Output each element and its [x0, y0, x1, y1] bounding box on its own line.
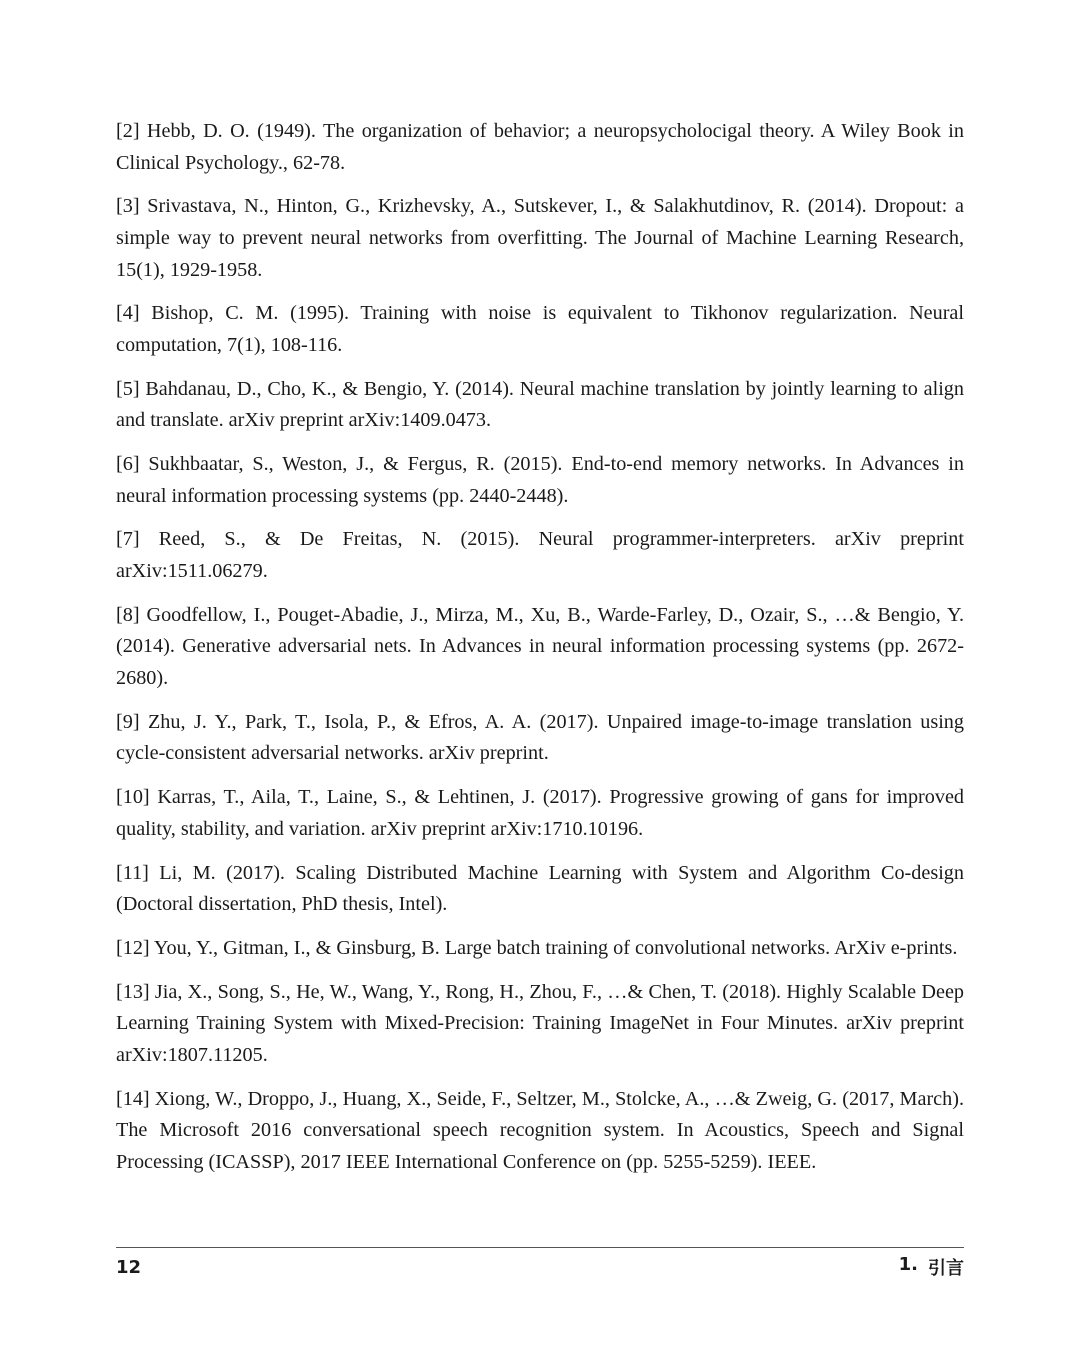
page-number: 12	[116, 1256, 142, 1278]
chapter-heading	[899, 1254, 964, 1280]
reference-item: [12] You, Y., Gitman, I., & Ginsburg, B. Large batch training of convolutional networks. ArXiv e-prints.	[116, 936, 958, 959]
reference-item: [10] Karras, T., Aila, T., Laine, S., & Lehtinen, J. (2017). Progressive growing of gans for improved quality, stability, and variation. arXiv preprint arXiv:1710.10196.	[116, 786, 964, 840]
reference-item: [7] Reed, S., & De Freitas, N. (2015). Neural programmer-interpreters. arXiv preprint arXiv:1511.06279.	[116, 528, 964, 583]
reference-item: [2] Hebb, D. O. (1949). The organization of behavior; a neuropsycholocigal theory. A Wiley Book in Clinical Psychology., 62-78.	[116, 120, 964, 174]
reference-item: [13] Jia, X., Song, S., He, W., Wang, Y., Rong, H., Zhou, F., …& Chen, T. (2018). Highly Scalable Deep Learning Training System with Mixed-Precision: Training ImageNet in Four Minutes. arXiv preprint arXiv:1807.11205.	[116, 980, 964, 1066]
reference-list	[116, 116, 964, 1191]
reference-item: [14] Xiong, W., Droppo, J., Huang, X., Seide, F., Seltzer, M., Stolcke, A., …& Zweig, G. (2017, March). The Microsoft 2016 conversational speech recognition system. In Acoustics, Speech and Signal Processing (ICASSP), 2017 IEEE International Conference on (pp. 5255-5259). IEEE.	[116, 1087, 964, 1173]
reference-item: [4] Bishop, C. M. (1995). Training with noise is equivalent to Tikhonov regularization. Neural computation, 7(1), 108-116.	[116, 302, 964, 356]
reference-item: [6] Sukhbaatar, S., Weston, J., & Fergus, R. (2015). End-to-end memory networks. In Advances in neural information processing systems (pp. 2440-2448).	[116, 453, 964, 507]
reference-item: [8] Goodfellow, I., Pouget-Abadie, J., Mirza, M., Xu, B., Warde-Farley, D., Ozair, S., …& Bengio, Y. (2014). Generative adversarial nets. In Advances in neural information processing systems (pp. 2672-2680).	[116, 603, 964, 690]
chapter-number: 1.	[898, 1254, 918, 1275]
footer-divider	[116, 1247, 964, 1248]
reference-item: [5] Bahdanau, D., Cho, K., & Bengio, Y. (2014). Neural machine translation by jointly learning to align and translate. arXiv preprint arXiv:1409.0473.	[116, 377, 964, 432]
reference-item: [11] Li, M. (2017). Scaling Distributed Machine Learning with System and Algorithm Co-design (Doctoral dissertation, PhD thesis, Intel).	[116, 861, 964, 916]
reference-item: [9] Zhu, J. Y., Park, T., Isola, P., & Efros, A. A. (2017). Unpaired image-to-image translation using cycle-consistent adversarial networks. arXiv preprint.	[116, 710, 964, 765]
reference-item: [3] Srivastava, N., Hinton, G., Krizhevsky, A., Sutskever, I., & Salakhutdinov, R. (2014). Dropout: a simple way to prevent neural networks from overfitting. The Journal of Machine Learning Research, 15(1), 1929-1958.	[116, 195, 964, 281]
chapter-title: 引言	[928, 1258, 964, 1279]
page-footer	[116, 1253, 964, 1281]
